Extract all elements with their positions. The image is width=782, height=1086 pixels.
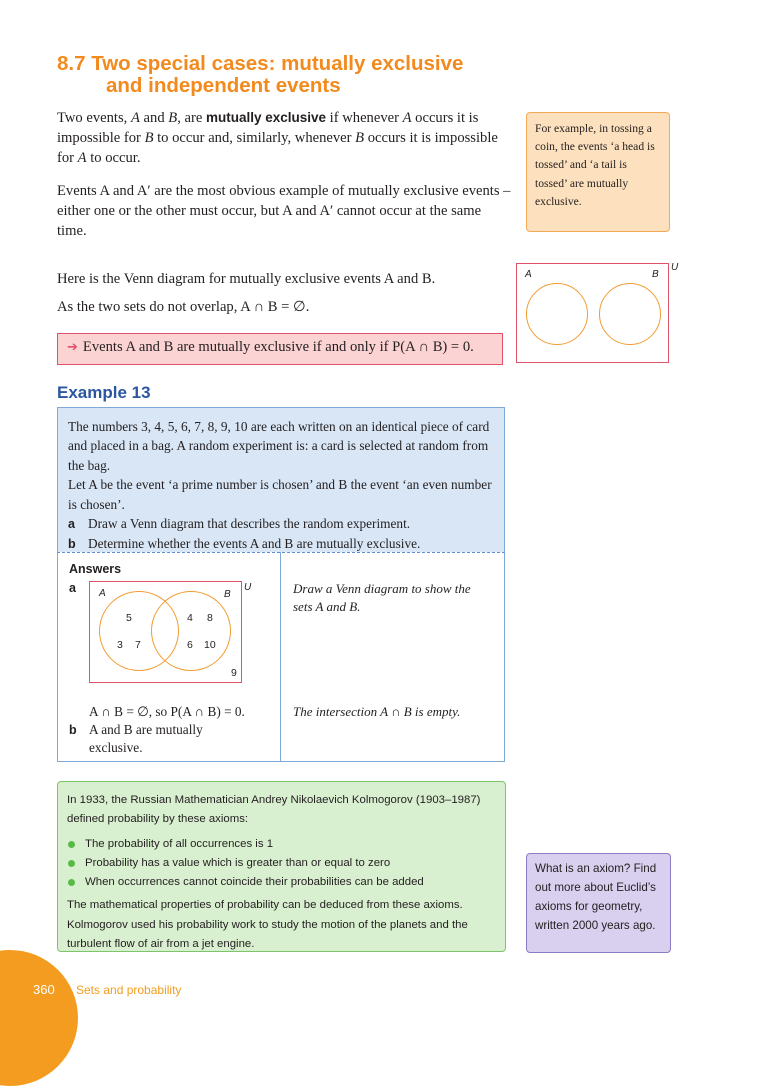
axiom-list (67, 835, 496, 893)
running-head: Sets and probability (76, 983, 182, 997)
set-label-b: B (224, 589, 231, 600)
example-question-box (57, 407, 505, 552)
venn-diagram-mutually-exclusive (516, 263, 669, 363)
element-8: 8 (207, 612, 213, 624)
history-outro: The mathematical properties of probability can be deduced from these axioms. Kolmogorov used his probability work to study the motion of the planets and the turbulent flow of air from a jet engine. (67, 899, 468, 951)
arrow-right-icon: ➔ (67, 340, 78, 355)
element-6: 6 (187, 639, 193, 651)
text-run: to occur. (86, 150, 141, 166)
part-b-text: Determine whether the events A and B are mutually exclusive. (88, 536, 421, 552)
element-3: 3 (117, 639, 123, 651)
var-a: A (402, 110, 412, 126)
answers-title: Answers (69, 562, 122, 576)
answer-b-note: The intersection A ∩ B is empty. (293, 704, 461, 719)
bullet-icon (68, 879, 75, 886)
heading-line-1: 8.7 Two special cases: mutually exclusive (57, 52, 464, 75)
set-label-a: A (525, 269, 532, 280)
text-run: and (139, 110, 169, 126)
answer-a-label: a (69, 581, 76, 595)
kolmogorov-history-box (57, 781, 506, 952)
text-run: Two events, (57, 110, 131, 126)
list-item (67, 835, 496, 854)
example-title: Example 13 (57, 383, 151, 402)
text-run: , are (177, 110, 206, 126)
overlap-text: As the two sets do not overlap, A ∩ B = ∅. (57, 299, 310, 315)
venn-diagram-answer (89, 581, 242, 683)
axiom-question-note (526, 853, 671, 953)
element-5: 5 (126, 612, 132, 624)
overlap-paragraph (57, 297, 517, 317)
set-b-circle (599, 283, 661, 345)
element-10: 10 (204, 639, 216, 651)
history-intro: In 1933, the Russian Mathematician Andrey Nikolaevich Kolmogorov (1903–1987) defined probability by these axioms: (67, 794, 481, 826)
set-label-b: B (652, 269, 659, 280)
var-a: A (130, 110, 140, 126)
var-b: B (144, 130, 154, 146)
key-point-box (57, 333, 503, 365)
coin-example-text: For example, in tossing a coin, the events ‘a head is tossed’ and ‘a tail is tossed’ are mutually exclusive. (535, 122, 655, 208)
list-item (67, 873, 496, 892)
key-point-text: Events A and B are mutually exclusive if and only if P(A ∩ B) = 0. (82, 339, 474, 355)
section-heading (57, 53, 517, 97)
page-number: 360 (33, 982, 55, 997)
page-corner-tab (0, 950, 78, 1086)
answer-b-label: b (69, 723, 77, 737)
axiom-text: Probability has a value which is greater than or equal to zero (85, 856, 391, 869)
answer-b-text: A and B are mutually exclusive. (89, 722, 203, 756)
axiom-text: When occurrences cannot coincide their probabilities can be added (85, 876, 424, 889)
question-setup: The numbers 3, 4, 5, 6, 7, 8, 9, 10 are each written on an identical piece of card and placed in a bag. A random experiment is: a card is selected at random from the bag. (68, 419, 490, 473)
universal-set-label: U (244, 582, 252, 593)
universal-set-label: U (671, 262, 679, 273)
text-run: occurs it is impossible for (57, 130, 498, 166)
text-run: to occur and, similarly, whenever (153, 130, 356, 146)
answer-a-result: A ∩ B = ∅, so P(A ∩ B) = 0. (89, 704, 245, 719)
part-a-label: a (68, 517, 75, 532)
element-7: 7 (135, 639, 141, 651)
text-run: if whenever (326, 110, 403, 126)
set-b-circle (151, 591, 231, 671)
venn-intro-text: Here is the Venn diagram for mutually exclusive events A and B. (57, 271, 436, 287)
answer-a-note: Draw a Venn diagram to show the sets A and B. (293, 581, 471, 614)
bullet-icon (68, 860, 75, 867)
part-b-label: b (68, 537, 76, 552)
element-9: 9 (231, 667, 237, 679)
venn-intro-paragraph (57, 269, 517, 289)
axiom-question-text: What is an axiom? Find out more about Euclid’s axioms for geometry, written 2000 years ago. (535, 862, 657, 932)
var-b: B (355, 130, 365, 146)
heading-line-2: and independent events (106, 74, 341, 97)
answers-column-divider (280, 552, 281, 762)
bullet-icon (68, 841, 75, 848)
question-events: Let A be the event ‘a prime number is chosen’ and B the event ‘an even number is chosen’. (68, 477, 492, 512)
complement-paragraph (57, 181, 512, 241)
var-a: A (77, 150, 87, 166)
element-4: 4 (187, 612, 193, 624)
axiom-text: The probability of all occurrences is 1 (85, 837, 274, 850)
list-item (67, 854, 496, 873)
coin-example-note (526, 112, 670, 232)
part-a-text: Draw a Venn diagram that describes the random experiment. (88, 516, 411, 532)
set-label-a: A (99, 588, 106, 599)
answer-b (69, 721, 274, 758)
var-b: B (168, 110, 178, 126)
text-run: occurs it is impossible for (57, 110, 479, 146)
term-bold: mutually exclusive (205, 110, 327, 125)
set-a-circle (526, 283, 588, 345)
definition-paragraph (57, 108, 517, 168)
complement-text: Events A and A′ are the most obvious example of mutually exclusive events – either one or the other must occur, but A and A′ cannot occur at the same time. (57, 183, 511, 239)
